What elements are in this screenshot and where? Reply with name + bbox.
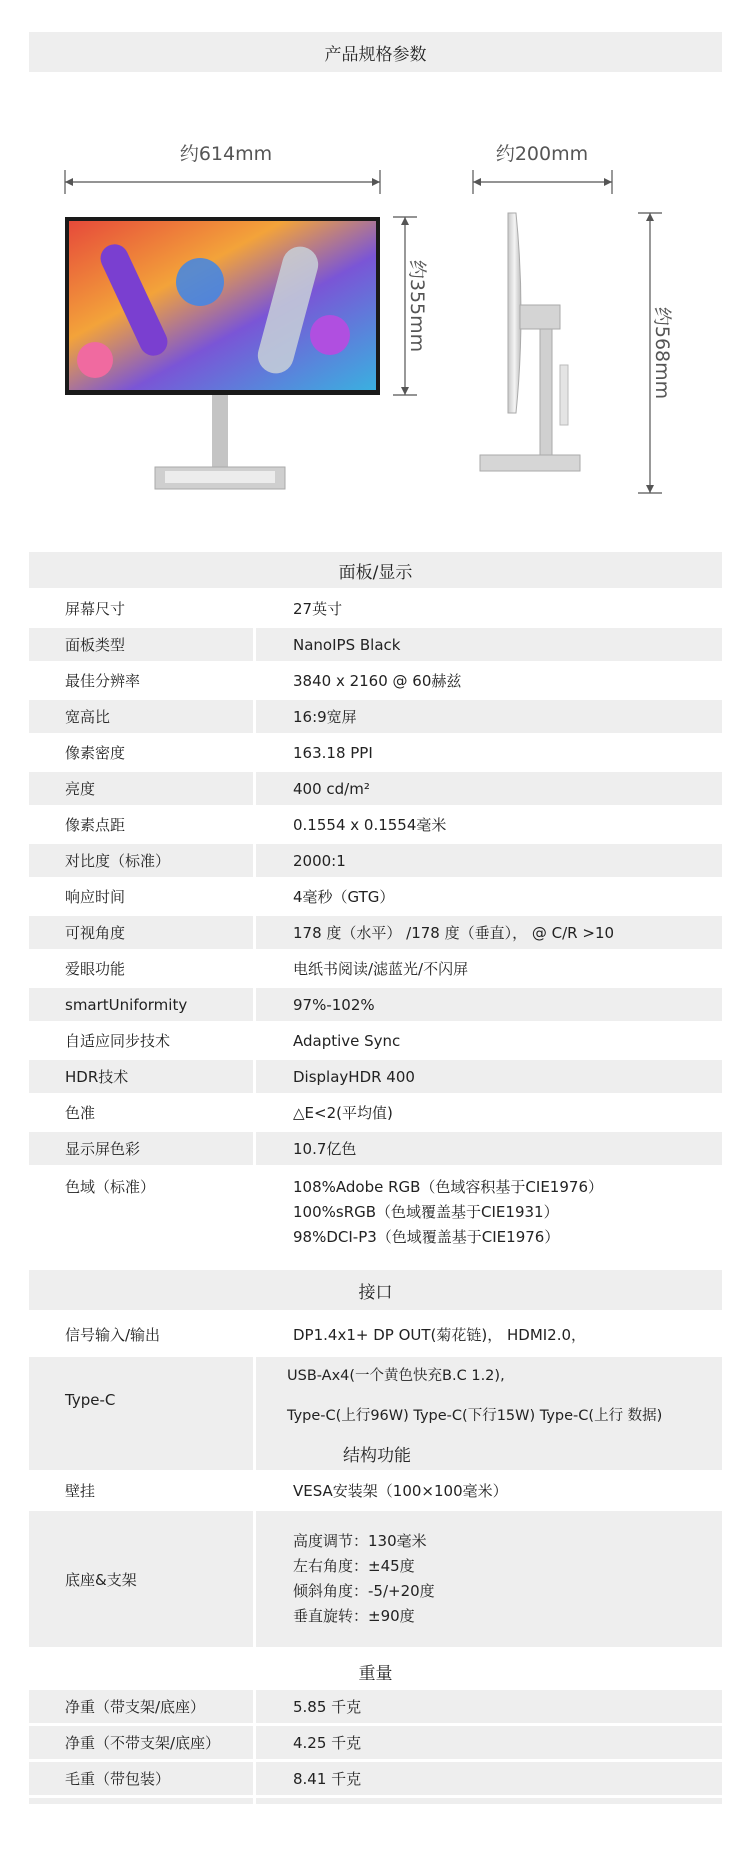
gamut-line: 108%Adobe RGB（色域容积基于CIE1976） — [293, 1177, 603, 1196]
row-value: △E<2(平均值) — [256, 1096, 722, 1129]
section-title-weight: 重量 — [358, 1663, 393, 1684]
table-row-typec — [29, 1357, 722, 1436]
row-label: 净重（不带支架/底座） — [29, 1726, 253, 1759]
gamut-line: 98%DCI-P3（色域覆盖基于CIE1976） — [293, 1227, 560, 1246]
panel-spec-table — [29, 592, 722, 1259]
table-row — [29, 1024, 722, 1057]
row-value: DisplayHDR 400 — [256, 1060, 722, 1093]
stand-line: 左右角度：±45度 — [293, 1557, 415, 1575]
table-row — [29, 1060, 722, 1093]
table-row — [29, 1096, 722, 1129]
front-monitor — [65, 217, 380, 489]
row-value — [256, 1168, 722, 1256]
row-label: 净重（带支架/底座） — [29, 1690, 253, 1723]
table-row — [29, 1762, 722, 1795]
stand-line: 倾斜角度：-5/+20度 — [293, 1582, 435, 1600]
table-row — [29, 664, 722, 697]
row-label: HDR技术 — [29, 1060, 253, 1093]
row-value: 10.7亿色 — [256, 1132, 722, 1165]
row-value: 5.85 千克 — [256, 1690, 722, 1723]
table-row — [29, 808, 722, 841]
table-row — [29, 1314, 722, 1354]
row-value — [256, 1357, 722, 1436]
section-title-structure: 结构功能 — [256, 1436, 722, 1470]
table-row — [29, 952, 722, 985]
structure-title-row — [29, 1436, 722, 1470]
row-label: 壁挂 — [29, 1473, 253, 1508]
row-label: 面板类型 — [29, 628, 253, 661]
row-value: DP1.4x1+ DP OUT(菊花链)， HDMI2.0， — [256, 1314, 722, 1354]
table-row — [29, 628, 722, 661]
row-label: 毛重（带包装） — [29, 1762, 253, 1795]
row-value: 400 cd/m² — [256, 772, 722, 805]
row-value: 电纸书阅读/滤蓝光/不闪屏 — [256, 952, 722, 985]
stand-line: 高度调节：130毫米 — [293, 1532, 427, 1550]
row-label: 爱眼功能 — [29, 952, 253, 985]
side-height-label: 约568mm — [651, 306, 673, 400]
row-label: 响应时间 — [29, 880, 253, 913]
row-label: 亮度 — [29, 772, 253, 805]
table-row — [29, 1473, 722, 1508]
row-value: NanoIPS Black — [256, 628, 722, 661]
row-label: 底座&支架 — [29, 1511, 253, 1647]
table-row — [29, 1132, 722, 1165]
front-width-label: 约614mm — [179, 143, 273, 165]
row-label: 像素密度 — [29, 736, 253, 769]
table-row-stand — [29, 1511, 722, 1647]
structure-spec-table — [29, 1436, 722, 1650]
table-row — [29, 988, 722, 1021]
page-title: 产品规格参数 — [29, 32, 722, 72]
table-row — [29, 916, 722, 949]
stand-line: 垂直旋转：±90度 — [293, 1607, 415, 1625]
dimension-diagram — [0, 95, 750, 535]
table-row — [29, 1726, 722, 1759]
row-value: 97%-102% — [256, 988, 722, 1021]
row-label: Type-C — [29, 1357, 253, 1436]
row-label: 对比度（标准） — [29, 844, 253, 877]
row-value: 178 度（水平） /178 度（垂直）， @ C/R >10 — [256, 916, 722, 949]
row-label: 色域（标准） — [29, 1168, 253, 1256]
row-label: 可视角度 — [29, 916, 253, 949]
row-value: 27英寸 — [256, 592, 722, 625]
side-depth-label: 约200mm — [495, 143, 589, 165]
row-value: 4毫秒（GTG） — [256, 880, 722, 913]
row-label: 色准 — [29, 1096, 253, 1129]
table-row — [29, 1690, 722, 1723]
row-value: 8.41 千克 — [256, 1762, 722, 1795]
dimension-drawing — [0, 95, 750, 535]
section-title-ports: 接口 — [29, 1270, 722, 1310]
section-title-panel: 面板/显示 — [29, 552, 722, 588]
row-value: 3840 x 2160 @ 60赫兹 — [256, 664, 722, 697]
side-monitor — [480, 213, 580, 471]
front-height-label: 约355mm — [406, 259, 428, 353]
table-row — [29, 700, 722, 733]
weight-spec-table — [29, 1690, 722, 1807]
table-row — [29, 772, 722, 805]
table-row — [29, 736, 722, 769]
table-row — [29, 880, 722, 913]
row-value: 163.18 PPI — [256, 736, 722, 769]
table-row — [29, 844, 722, 877]
row-label: 最佳分辨率 — [29, 664, 253, 697]
row-value: 2000:1 — [256, 844, 722, 877]
typec-line: USB-Ax4(一个黄色快充B.C 1.2), — [287, 1368, 505, 1385]
row-label: 信号输入/输出 — [29, 1314, 253, 1354]
row-label: 像素点距 — [29, 808, 253, 841]
table-row-gamut — [29, 1168, 722, 1256]
row-value: VESA安装架（100×100毫米） — [256, 1473, 722, 1508]
table-row — [29, 592, 722, 625]
row-value: 4.25 千克 — [256, 1726, 722, 1759]
ports-spec-table — [29, 1314, 722, 1439]
gamut-line: 100%sRGB（色域覆盖基于CIE1931） — [293, 1202, 559, 1221]
row-value: 0.1554 x 0.1554毫米 — [256, 808, 722, 841]
typec-line: Type-C(上行96W) Type-C(下行15W) Type-C(上行 数据) — [287, 1407, 663, 1424]
row-label: 自适应同步技术 — [29, 1024, 253, 1057]
row-label: smartUniformity — [29, 988, 253, 1021]
row-value: 16:9宽屏 — [256, 700, 722, 733]
row-label: 显示屏色彩 — [29, 1132, 253, 1165]
row-label: 宽高比 — [29, 700, 253, 733]
table-footer-strip — [29, 1798, 722, 1804]
row-label: 屏幕尺寸 — [29, 592, 253, 625]
row-value: Adaptive Sync — [256, 1024, 722, 1057]
row-value — [256, 1511, 722, 1647]
